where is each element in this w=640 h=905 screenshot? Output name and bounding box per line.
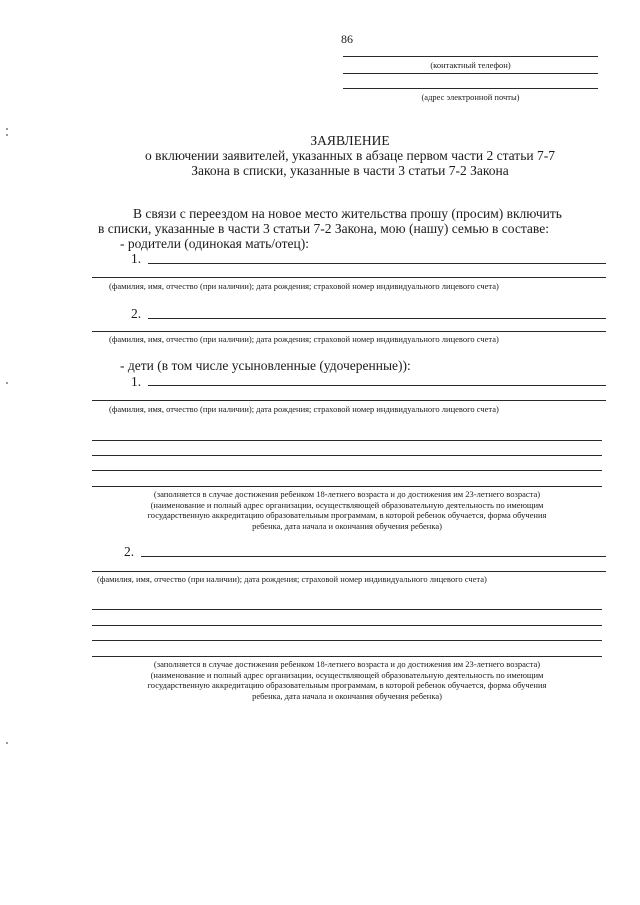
child-1-field-continued[interactable] [92,400,606,401]
education-caption [92,489,602,531]
parent-1-field-continued[interactable] [92,277,606,278]
parent-1-field[interactable] [148,263,606,264]
education-caption-line: (заполняется в случае достижения ребенком 18-летнего возраста и до достижения им 23-летнего возраста) [153,489,541,499]
child-2-field[interactable] [141,556,606,557]
education-caption-line: (наименование и полный адрес организации, осуществляющей образовательную деятельность по имеющим [150,499,544,510]
education-caption-line: государственную аккредитацию образовательным программам, в которой ребенок обучается, форма обучения [147,510,547,520]
document-title-line: о включении заявителей, указанных в абзаце первом части 2 статьи 7-7 [145,148,555,163]
child-2-field-continued[interactable] [92,571,606,572]
education-caption [92,659,602,701]
child-1-education-field[interactable] [92,470,602,471]
child-1-field[interactable] [148,385,606,386]
intro-text: В связи с переездом на новое место жительства прошу (просим) включить [133,206,562,221]
parents-heading: - родители (одинокая мать/отец): [120,236,309,251]
scan-speck [6,382,8,384]
education-caption-line: государственную аккредитацию образовательным программам, в которой ребенок обучается, форма обучения [147,680,547,690]
child-1-education-field[interactable] [92,455,602,456]
document-title-line: Закона в списки, указанные в части 3 статьи 7-2 Закона [191,163,509,178]
parent-2-field-continued[interactable] [92,331,606,332]
intro-text: в списки, указанные в части 3 статьи 7-2 Закона, мою (нашу) семью в составе: [98,221,549,236]
page-number: 86 [341,32,353,46]
child-2-number: 2. [124,544,135,559]
contact-phone-field[interactable] [343,56,598,57]
child-1-education-field[interactable] [92,486,602,487]
child-2-education-field[interactable] [92,609,602,610]
person-caption: (фамилия, имя, отчество (при наличии); дата рождения; страховой номер индивидуального лицевого счета) [97,574,487,584]
email-field[interactable] [343,88,598,89]
person-caption: (фамилия, имя, отчество (при наличии); дата рождения; страховой номер индивидуального лицевого счета) [109,281,499,291]
child-1-education-field[interactable] [92,440,602,441]
scan-speck [6,742,8,744]
separator-line [343,73,598,74]
email-caption: (адрес электронной почты) [421,92,520,102]
children-heading: - дети (в том числе усыновленные (удочеренные)): [120,358,411,373]
child-2-education-field[interactable] [92,640,602,641]
education-caption-line: ребенка, дата начала и окончания обучения ребенка) [252,690,442,701]
parent-1-number: 1. [131,251,142,266]
parent-2-number: 2. [131,306,142,321]
contact-phone-caption: (контактный телефон) [430,60,511,70]
child-2-education-field[interactable] [92,656,602,657]
person-caption: (фамилия, имя, отчество (при наличии); дата рождения; страховой номер индивидуального лицевого счета) [109,404,499,414]
education-caption-line: ребенка, дата начала и окончания обучения ребенка) [252,520,442,531]
person-caption: (фамилия, имя, отчество (при наличии); дата рождения; страховой номер индивидуального лицевого счета) [109,334,499,344]
education-caption-line: (заполняется в случае достижения ребенком 18-летнего возраста и до достижения им 23-летнего возраста) [153,659,541,669]
scan-speck [6,128,8,130]
document-heading: ЗАЯВЛЕНИЕ [310,133,390,148]
education-caption-line: (наименование и полный адрес организации, осуществляющей образовательную деятельность по имеющим [150,669,544,680]
child-2-education-field[interactable] [92,625,602,626]
child-1-number: 1. [131,374,142,389]
parent-2-field[interactable] [148,318,606,319]
